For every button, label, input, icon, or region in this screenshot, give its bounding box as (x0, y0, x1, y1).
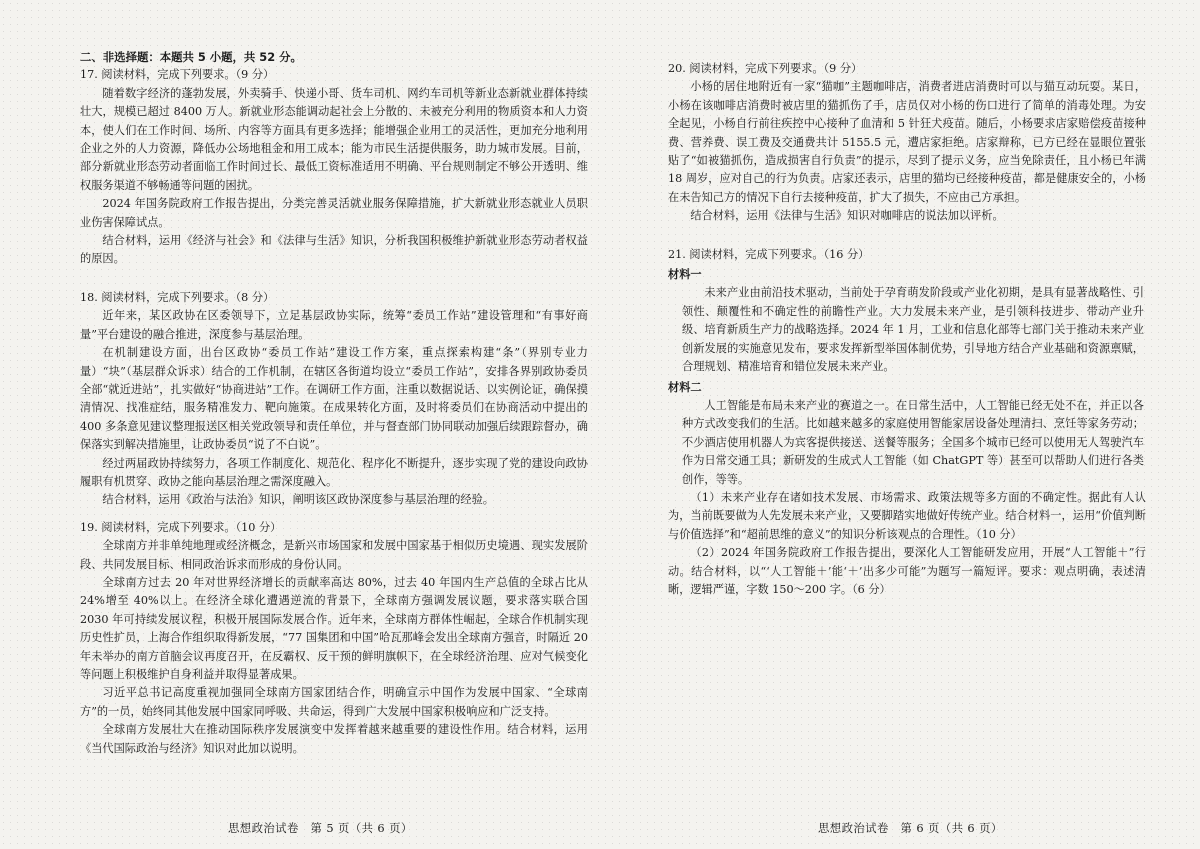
q17-paragraph-2: 2024 年国务院政府工作报告提出，分类完善灵活就业服务保障措施，扩大新就业形态就业人员职业伤害保障试点。 (80, 197, 588, 229)
q20-question: 结合材料，运用《法律与生活》知识对咖啡店的说法加以评析。 (690, 209, 1004, 223)
q21-requirement-1: （1）未来产业存在诸如技术发展、市场需求、政策法规等多方面的不确定性。据此有人认为，当前既要做为人先发展未来产业，又要脚踏实地做好传统产业。结合材料一，运用“价值判断与价值选择”和“超前思维的意义”的知识分析该观点的合理性。（10 分） (668, 490, 1146, 541)
q21-title: 21. 阅读材料，完成下列要求。（16 分） (668, 247, 870, 261)
page-6 (668, 48, 1146, 599)
material-1-text: 未来产业由前沿技术驱动，当前处于孕育萌发阶段或产业化初期，是具有显著战略性、引领性、颠覆性和不确定性的前瞻性产业。大力发展未来产业，是引领科技进步、带动产业升级、培育新质生产力的战略选择。2024 年 1 月，工业和信息化部等七部门关于推动未来产业创新发展的实施意见发布，要求发挥新型举国体制优势，引导地方结合产业基础和资源禀赋，合理规划、精准培育和错位发展未来产业。 (682, 286, 1144, 374)
q17-paragraph-1: 随着数字经济的蓬勃发展，外卖骑手、快递小哥、货车司机、网约车司机等新业态新就业群体持续壮大，规模已超过 8400 万人。新就业形态能调动起社会上分散的、未被充分利用的物质资本和人力资本，使人们在工作时间、场所、内容等方面具有更多选择；能增强企业用工的灵活性，更加充分地利用企业之外的人力资源，降低办公场地租金和用工成本；能为市民生活提供服务，助力城市发展。目前，部分新就业形态劳动者面临工作时间过长、最低工资标准适用不明确、平台规则制定不够公开透明、维权服务渠道不够畅通等问题的困扰。 (80, 86, 588, 192)
section-title: 二、非选择题：本题共 5 小题，共 52 分。 (80, 50, 302, 64)
q18-question: 结合材料，运用《政治与法治》知识，阐明该区政协深度参与基层治理的经验。 (102, 493, 494, 507)
q17-title: 17. 阅读材料，完成下列要求。（9 分） (80, 68, 275, 82)
material-2-text: 人工智能是布局未来产业的赛道之一。在日常生活中，人工智能已经无处不在，并正以各种方式改变我们的生活。比如越来越多的家庭使用智能家居设备处理清扫、烹饪等家务劳动；不少酒店使用机器人为宾客提供接送、送餐等服务；全国多个城市已经可以使用无人驾驶汽车作为日常交通工具；新研发的生成式人工智能（如 ChatGPT 等）甚至可以帮助人们进行各类创作，等等。 (682, 398, 1144, 486)
page-6-footer: 思想政治试卷 第 6 页（共 6 页） (818, 821, 1003, 835)
q18-title: 18. 阅读材料，完成下列要求。（8 分） (80, 290, 275, 304)
q19-paragraph-3: 习近平总书记高度重视加强同全球南方国家团结合作，明确宣示中国作为发展中国家、“全球南方”的一员，始终同其他发展中国家同呼吸、共命运，得到广大发展中国家积极响应和广泛支持。 (80, 686, 588, 718)
q21-requirement-2: （2）2024 年国务院政府工作报告提出，要深化人工智能研发应用，开展“人工智能＋”行动。结合材料，以“‘人工智能＋’能‘＋’出多少可能”为题写一篇短评。要求：观点明确，表述清晰，逻辑严谨，字数 150～200 字。（6 分） (668, 546, 1146, 596)
q19-paragraph-1: 全球南方并非单纯地理或经济概念，是新兴市场国家和发展中国家基于相似历史境遇、现实发展阶段、共同发展目标、相同政治诉求而形成的身份认同。 (80, 539, 588, 571)
q20-title: 20. 阅读材料，完成下列要求。（9 分） (668, 62, 863, 75)
q20-paragraph-1: 小杨的居住地附近有一家“猫咖”主题咖啡店，消费者进店消费时可以与猫互动玩耍。某日，小杨在该咖啡店消费时被店里的猫抓伤了手，店员仅对小杨的伤口进行了简单的消毒处理。为安全起见，小杨自行前往疾控中心接种了血清和 5 针狂犬疫苗。随后，小杨要求店家赔偿疫苗接种费、营养费、误工费及交通费共计 5155.5 元，遭店家拒绝。店家辩称，已方已经在显眼位置张贴了“如被猫抓伤，造成损害自行负责”的提示，尽到了提示义务，应当免除责任，且小杨已年满 18 周岁，应对自己的行为负责。店家还表示，店里的猫均已经接种疫苗，都是健康安全的，小杨在未告知己方的情况下自行去接种疫苗，扩大了损失，不应由己方承担。 (668, 80, 1146, 204)
q19-title: 19. 阅读材料，完成下列要求。（10 分） (80, 520, 282, 534)
q18-paragraph-2: 在机制建设方面，出台区政协“委员工作站”建设工作方案，重点探索构建“条”（界别专业力量）“块”（基层群众诉求）结合的工作机制，在辖区各街道均设立“委员工作站”，安排各界别政协委员全部“就近进站”，扎实做好“协商进站”工作。在调研工作方面，注重以数据说话、以实例论证，确保摸清情况、找准症结，服务精准发力、靶向施策。在成果转化方面，及时将委员们在协商活动中提出的 400 多条意见建议整理报送区相关党政领导和责任单位，并与督查部门协同联动加强后续跟踪督办，确保落实到解决措施里，让政协委员“说了不白说”。 (80, 346, 588, 452)
q17-question: 结合材料，运用《经济与社会》和《法律与生活》知识，分析我国积极维护新就业形态劳动者权益的原因。 (80, 234, 588, 266)
page-5-footer: 思想政治试卷 第 5 页（共 6 页） (228, 821, 413, 835)
q19-question: 全球南方发展壮大在推动国际秩序发展演变中发挥着越来越重要的建设性作用。结合材料，运用《当代国际政治与经济》知识对此加以说明。 (80, 723, 588, 755)
q18-paragraph-3: 经过两届政协持续努力，各项工作制度化、规范化、程序化不断提升，逐步实现了党的建设向政协履职有机贯穿、政协之能向基层治理之需深度融入。 (80, 456, 588, 488)
q19-paragraph-2: 全球南方过去 20 年对世界经济增长的贡献率高达 80%，过去 40 年国内生产总值的全球占比从 24%增至 40%以上。在经济全球化遭遇逆流的背景下，全球南方强调发展议题，要求落实联合国 2030 年可持续发展议程，积极开展国际发展合作。近年来，全球南方群体性崛起，全球合作机制实现历史性扩员，上海合作组织取得新发展，“77 国集团和中国”哈瓦那峰会发出全球南方强音，时隔近 20 年未举办的南方首脑会议再度召开，在反霸权、反干预的鲜明旗帜下，在全球经济治理、应对气候变化等问题上积极维护自身利益并取得显著成果。 (80, 575, 588, 681)
material-1-label: 材料一 (668, 268, 702, 282)
q18-paragraph-1: 近年来，某区政协在区委领导下，立足基层政协实际，统筹“委员工作站”建设管理和“有事好商量”平台建设的融合推进，深度参与基层治理。 (80, 309, 588, 341)
material-2-label: 材料二 (668, 380, 702, 394)
page-5 (80, 48, 588, 758)
